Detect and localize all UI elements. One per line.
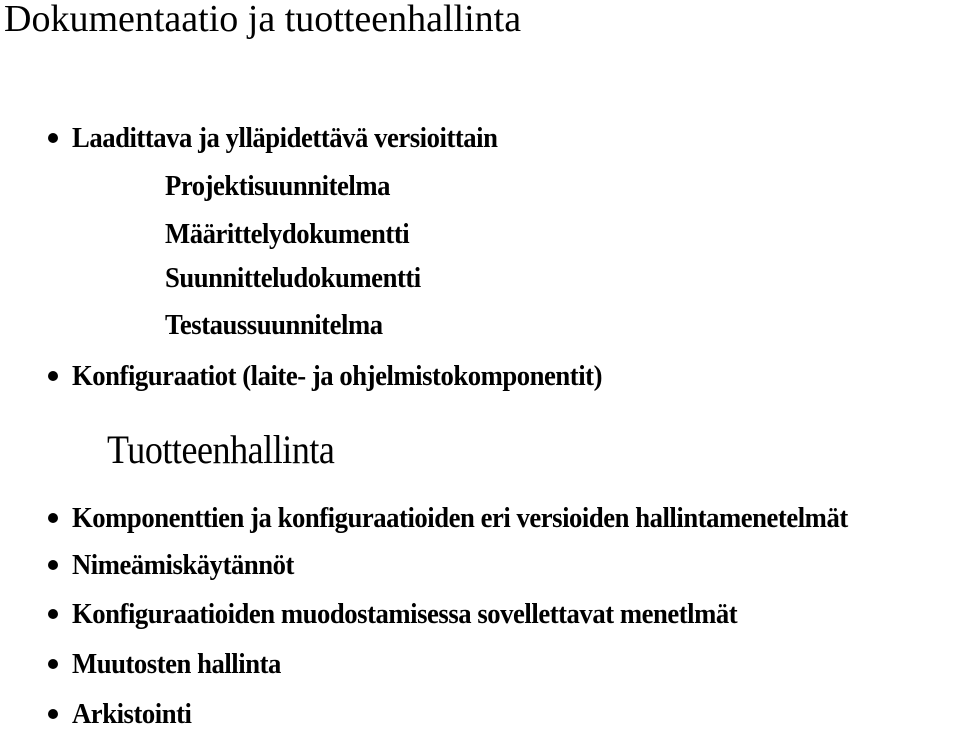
- product-management-item-change-management: Muutosten hallinta: [72, 648, 281, 680]
- product-management-item-naming: Nimeämiskäytännöt: [72, 549, 294, 581]
- bullet-icon: [48, 659, 58, 669]
- document-item-project-plan: Projektisuunnitelma: [165, 170, 390, 202]
- document-item-requirements: Määrittelydokumentti: [165, 218, 410, 250]
- configurations-item: Konfiguraatiot (laite- ja ohjelmistokomponentit): [72, 360, 603, 392]
- bullet-icon: [48, 709, 58, 719]
- product-management-item-archiving: Arkistointi: [72, 698, 192, 730]
- product-management-item-methods: Konfiguraatioiden muodostamisessa sovellettavat menetlmät: [72, 598, 738, 630]
- documentation-main-item: Laadittava ja ylläpidettävä versioittain: [72, 122, 498, 154]
- slide-title: Dokumentaatio ja tuotteenhallinta: [4, 0, 522, 40]
- document-item-test-plan: Testaussuunnitelma: [165, 309, 383, 341]
- document-item-design: Suunnitteludokumentti: [165, 262, 421, 294]
- product-management-heading: Tuotteenhallinta: [107, 427, 335, 472]
- bullet-icon: [48, 513, 58, 523]
- bullet-icon: [48, 133, 58, 143]
- product-management-item-versions: Komponenttien ja konfiguraatioiden eri versioiden hallintamenetelmät: [72, 502, 848, 534]
- bullet-icon: [48, 560, 58, 570]
- bullet-icon: [48, 609, 58, 619]
- bullet-icon: [48, 371, 58, 381]
